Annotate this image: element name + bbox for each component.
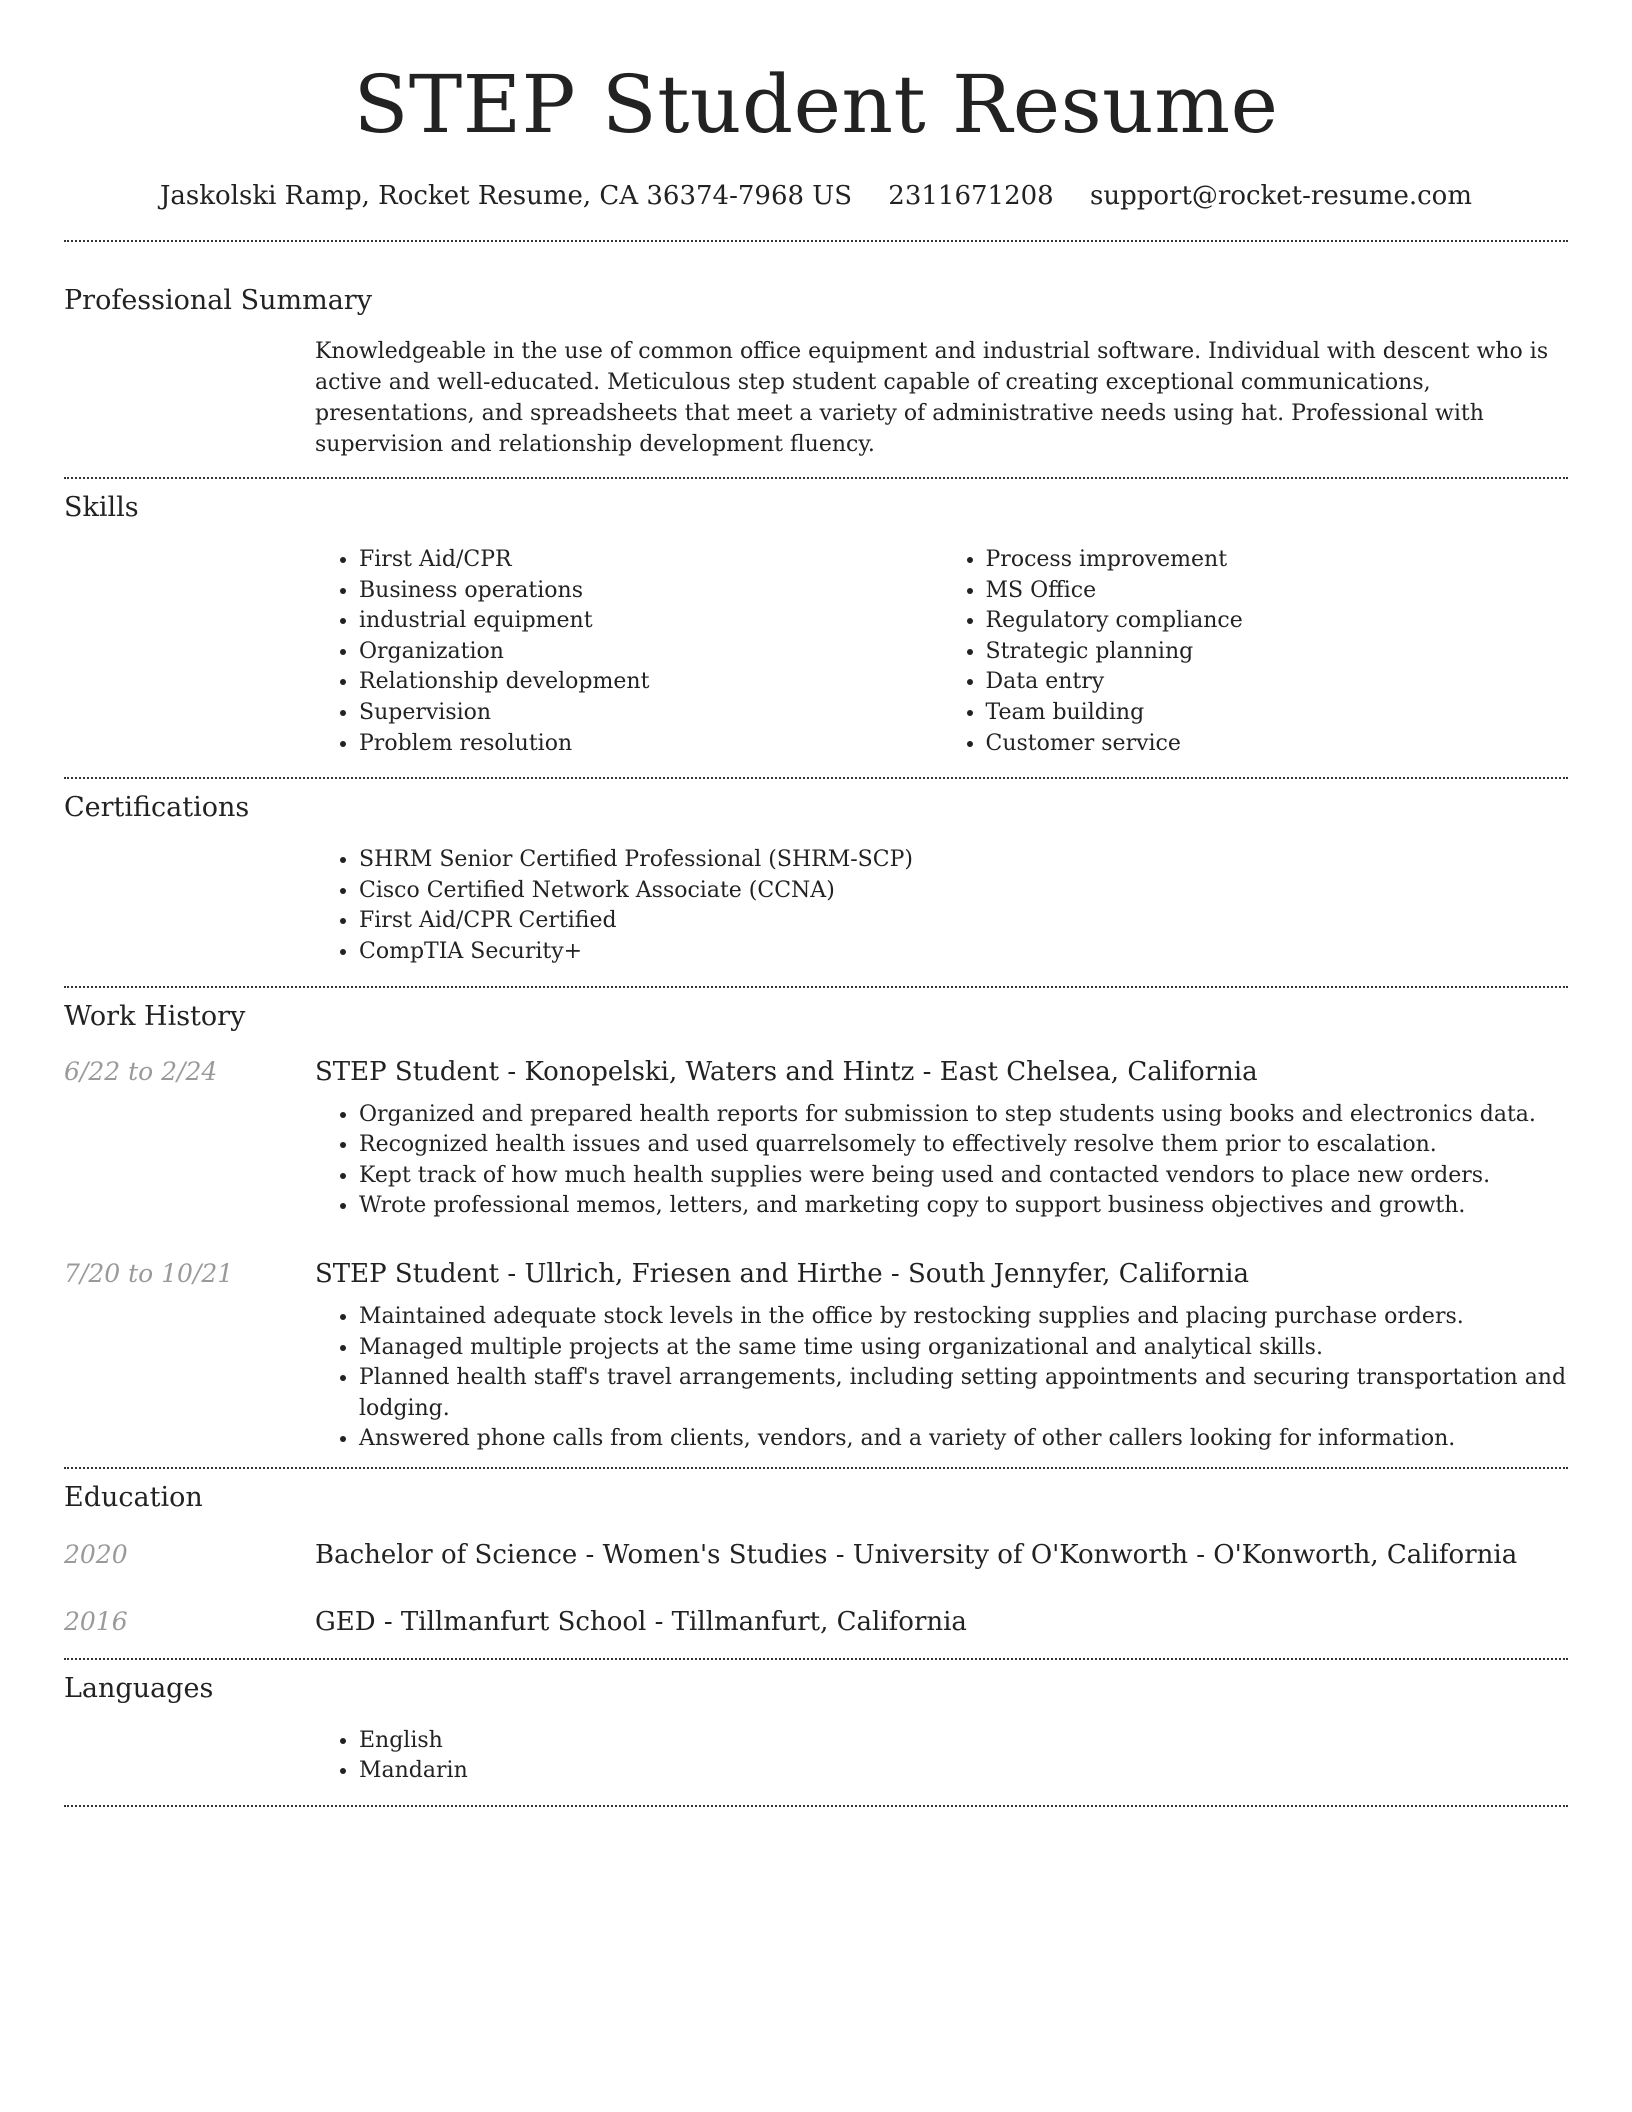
education-heading [315, 1537, 1568, 1573]
certification-item: • First Aid/CPR Certified [359, 906, 1568, 937]
contact-line [64, 178, 1568, 214]
skill-item: • Strategic planning [986, 637, 1569, 668]
education-school-location: - Tillmanfurt School - Tillmanfurt, California [375, 1606, 967, 1637]
section-title-languages: Languages [64, 1672, 214, 1704]
skill-item: • Process improvement [986, 545, 1569, 576]
section-title-certifications: Certifications [64, 792, 250, 824]
skill-item: • Organization [359, 637, 942, 668]
language-item: • English [359, 1726, 1568, 1757]
section-title-summary: Professional Summary [64, 285, 372, 316]
job-bullet: • Recognized health issues and used quarrelsomely to effectively resolve them prior to escalation. [359, 1130, 1568, 1161]
skills-list-right [942, 545, 1569, 759]
job-dates: 6/22 to 2/24 [64, 1056, 218, 1086]
section-title-skills: Skills [64, 492, 139, 523]
skills-columns [315, 545, 1568, 759]
contact-email: support@rocket-resume.com [1089, 181, 1472, 211]
job-heading [315, 1256, 1568, 1292]
education-details [315, 1604, 1568, 1640]
divider [64, 986, 1568, 988]
divider [64, 777, 1568, 779]
job-bullet: • Kept track of how much health supplies were being used and contacted vendors to place new orders. [359, 1161, 1568, 1192]
job-entry [64, 1054, 1568, 1222]
job-employer-location: - Ullrich, Friesen and Hirthe - South Jennyfer, California [499, 1258, 1249, 1289]
job-entry [64, 1256, 1568, 1455]
job-heading [315, 1054, 1568, 1090]
education-heading [315, 1604, 1568, 1640]
skill-item: • Data entry [986, 667, 1569, 698]
job-employer-location: - Konopelski, Waters and Hintz - East Chelsea, California [499, 1056, 1258, 1087]
certification-item: • Cisco Certified Network Associate (CCNA) [359, 876, 1568, 907]
skill-item: • First Aid/CPR [359, 545, 942, 576]
education-entry [64, 1604, 1568, 1640]
skill-item: • Customer service [986, 729, 1569, 760]
certification-item: • CompTIA Security+ [359, 937, 1568, 968]
certifications-body [315, 845, 1568, 967]
skill-item: • Relationship development [359, 667, 942, 698]
education-details [315, 1537, 1568, 1573]
job-bullet: • Answered phone calls from clients, vendors, and a variety of other callers looking for information. [359, 1424, 1568, 1455]
summary-body [315, 336, 1568, 460]
job-bullets [315, 1302, 1568, 1455]
languages-list [315, 1726, 1568, 1787]
resume-title: STEP Student Resume [353, 58, 1279, 151]
job-bullet: • Wrote professional memos, letters, and marketing copy to support business objectives and growth. [359, 1191, 1568, 1222]
skill-item: • industrial equipment [359, 606, 942, 637]
education-degree: Bachelor of Science - Women's Studies [315, 1539, 828, 1570]
job-details [315, 1054, 1568, 1222]
skill-item: • Problem resolution [359, 729, 942, 760]
job-bullet: • Managed multiple projects at the same time using organizational and analytical skills. [359, 1333, 1568, 1364]
job-role: STEP Student [315, 1258, 500, 1289]
skill-item: • Supervision [359, 698, 942, 729]
languages-body [315, 1726, 1568, 1787]
skill-item: • Team building [986, 698, 1569, 729]
contact-address: Jaskolski Ramp, Rocket Resume, CA 36374-7968 US [160, 181, 853, 211]
job-role: STEP Student [315, 1056, 500, 1087]
education-year: 2016 [64, 1606, 128, 1636]
job-details [315, 1256, 1568, 1455]
section-title-work-history: Work History [64, 1000, 246, 1032]
certification-item: • SHRM Senior Certified Professional (SHRM-SCP) [359, 845, 1568, 876]
education-degree: GED [315, 1606, 376, 1637]
skill-item: • MS Office [986, 576, 1569, 607]
divider [64, 477, 1568, 479]
divider [64, 1805, 1568, 1807]
divider [64, 1467, 1568, 1469]
job-bullet: • Organized and prepared health reports for submission to step students using books and electronics data. [359, 1100, 1568, 1131]
education-year: 2020 [64, 1539, 128, 1569]
education-school-location: - University of O'Konworth - O'Konworth, California [827, 1539, 1518, 1570]
job-dates: 7/20 to 10/21 [64, 1258, 234, 1288]
contact-phone: 2311671208 [888, 181, 1054, 211]
summary-text: Knowledgeable in the use of common office equipment and industrial software. Individual with descent who is active and well-educated. Meticulous step student capable of creating exceptional communications, presentations, and spreadsheets that meet a variety of administrative needs using hat. Professional with supervision and relationship development fluency. [315, 339, 1549, 457]
job-bullet: • Planned health staff's travel arrangements, including setting appointments and securing transportation and lodging. [359, 1363, 1568, 1424]
job-bullet: • Maintained adequate stock levels in the office by restocking supplies and placing purchase orders. [359, 1302, 1568, 1333]
job-bullets [315, 1100, 1568, 1222]
language-item: • Mandarin [359, 1756, 1568, 1787]
section-title-education: Education [64, 1481, 203, 1513]
certifications-list [315, 845, 1568, 967]
divider [64, 1658, 1568, 1660]
skill-item: • Business operations [359, 576, 942, 607]
skills-list-left [315, 545, 942, 759]
divider [64, 240, 1568, 242]
skill-item: • Regulatory compliance [986, 606, 1569, 637]
education-entry [64, 1537, 1568, 1573]
